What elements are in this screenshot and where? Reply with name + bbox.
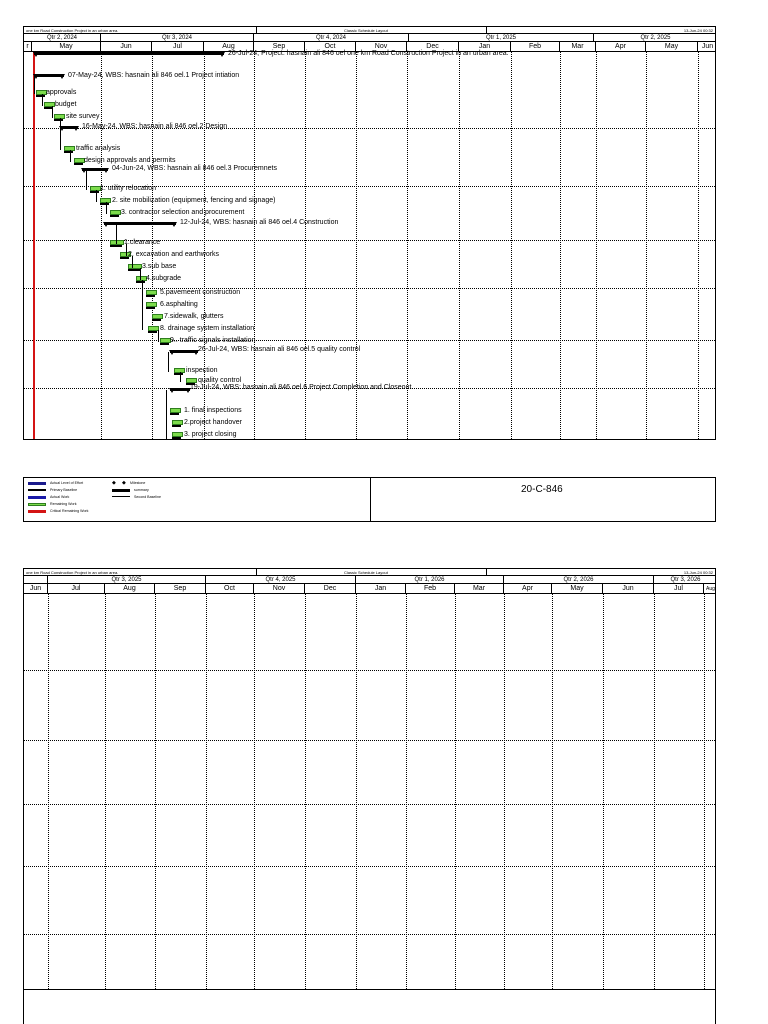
layout-name: Classic Schedule Layout — [344, 570, 388, 575]
wbs-summary-bar — [34, 74, 64, 77]
schedule-page-1 — [23, 26, 716, 522]
summary-label: 07-May-24, WBS: hasnain ali 846 oel.1 Project intiation — [68, 72, 240, 79]
wbs-summary-bar — [104, 222, 176, 225]
data-date-line — [33, 52, 35, 439]
month-cell: Jun — [24, 584, 48, 593]
summary-label: 04-Jun-24, WBS: hasnain ali 846 oel.3 Procuremnets — [112, 165, 277, 172]
month-cell: Aug — [105, 584, 155, 593]
project-summary-bar — [34, 52, 224, 55]
month-cell: Sep — [155, 584, 206, 593]
wbs-summary-bar — [170, 388, 190, 391]
task-label: inspection — [186, 367, 218, 374]
summary-label: 26-Jul-24, Project: hasnain ali 846 oel one km Road Construction Project in an urban area. — [228, 50, 509, 57]
month-cell: Mar — [455, 584, 504, 593]
task-label: approvals — [46, 89, 77, 96]
milestone-icon: ◆ — [112, 480, 116, 486]
quarter-header-row — [23, 576, 716, 584]
month-cell: Jul — [654, 584, 704, 593]
task-label: 1. utility relocation — [100, 185, 157, 192]
task-label: budget — [55, 101, 77, 108]
month-header-row — [23, 584, 716, 594]
task-label: 3. project closing — [184, 431, 237, 438]
month-cell: Apr — [504, 584, 552, 593]
summary-label: 12-Jul-24, WBS: hasnain ali 846 oel.4 Construction — [180, 219, 339, 226]
task-label: 4.subgrade — [146, 275, 182, 282]
wbs-summary-bar — [170, 350, 198, 353]
legend-box: Actual Level of Effort Primary Baseline Actual Work Remaining Work Critical Remaining Work ◆ ◆ Milestone summary Second Baseline 20-C-846 — [23, 477, 716, 522]
month-cell: Jun — [101, 42, 152, 51]
task-label: 6.asphalting — [160, 301, 198, 308]
task-label: design approvals and permits — [84, 157, 176, 164]
month-cell: Oct — [206, 584, 254, 593]
quarter-cell: Qtr 4, 2024 — [254, 34, 409, 41]
month-cell: Feb — [406, 584, 455, 593]
quarter-cell: Qtr 4, 2025 — [206, 576, 356, 583]
month-cell: Nov — [356, 42, 407, 51]
month-cell: Aug — [706, 586, 715, 592]
document-code: 20-C-846 — [521, 484, 563, 495]
task-label: 1. final inspections — [184, 407, 242, 414]
month-cell: Feb — [511, 42, 560, 51]
month-cell: Jan — [356, 584, 406, 593]
month-cell: Jun — [701, 43, 714, 50]
page-header — [23, 568, 716, 576]
month-cell: r — [24, 42, 32, 51]
schedule-page-2 — [23, 568, 716, 1024]
task-label: site survey — [66, 113, 100, 120]
task-label: quality control — [198, 377, 242, 384]
quarter-cell: Qtr 3, 2024 — [101, 34, 254, 41]
quarter-cell: Qtr 3, 2025 — [48, 576, 206, 583]
gantt-area — [23, 594, 716, 990]
quarter-cell: Qtr 1, 2026 — [356, 576, 504, 583]
month-cell: May — [552, 584, 603, 593]
print-timestamp: 13-Jun-24 00:32 — [683, 28, 713, 33]
task-label: 7.sidewalk, glutters — [164, 313, 224, 320]
page-footer — [23, 990, 716, 1024]
month-cell: Aug — [204, 42, 254, 51]
quarter-cell: Qtr 2, 2026 — [504, 576, 654, 583]
month-cell: May — [646, 42, 698, 51]
quarter-cell: Qtr 3, 2026 — [670, 577, 701, 583]
task-label: 3. contractor selection and procurement — [121, 209, 245, 216]
task-label: 2.project handover — [184, 419, 242, 426]
wbs-summary-bar — [60, 126, 78, 129]
quarter-cell — [24, 576, 48, 583]
month-cell: Jan — [459, 42, 511, 51]
task-label: 8. drainage system installation — [160, 325, 255, 332]
month-cell: Jul — [48, 584, 105, 593]
quarter-cell: Qtr 2, 2024 — [24, 34, 101, 41]
page-header — [23, 26, 716, 34]
milestone-icon: ◆ — [122, 480, 126, 486]
quarter-cell: Qtr 1, 2025 — [409, 34, 594, 41]
month-cell: Jul — [152, 42, 204, 51]
task-label: 1.clearance — [124, 239, 161, 246]
month-cell: Dec — [305, 584, 356, 593]
quarter-header-row — [23, 34, 716, 42]
month-cell: Sep — [254, 42, 305, 51]
summary-label: 26-Jul-24, WBS: hasnain ali 846 oel.5 quality control — [198, 346, 361, 353]
project-name: one km Road Construction Project in an urban area. — [26, 28, 119, 33]
month-cell: Dec — [407, 42, 459, 51]
task-label: 2. excavation and earthworks — [128, 251, 220, 258]
task-label: 3.sub base — [142, 263, 177, 270]
month-cell: May — [32, 42, 101, 51]
quarter-cell: Qtr 2, 2025 — [640, 35, 671, 41]
task-label: 9.. traffic signals installation — [170, 337, 256, 344]
month-cell: Mar — [560, 42, 596, 51]
summary-label: 16-May-24, WBS: hasnain ali 846 oel.2 Design — [82, 123, 228, 130]
month-cell: Apr — [596, 42, 646, 51]
layout-name: Classic Schedule Layout — [344, 28, 388, 33]
summary-label: 19-Jul-24, WBS: hasnain ali 846 oel.6 Project Completion and Closeout — [190, 384, 412, 391]
task-label: 2. site mobilization (equipment, fencing and signage) — [112, 197, 276, 204]
print-timestamp: 13-Jun-24 00:32 — [683, 570, 713, 575]
gantt-area — [23, 52, 716, 440]
month-cell: Oct — [305, 42, 356, 51]
project-name: one km Road Construction Project in an urban area. — [26, 570, 119, 575]
month-cell: Nov — [254, 584, 305, 593]
month-cell: Jun — [603, 584, 654, 593]
task-label: 5.pavemeent construction — [160, 289, 241, 296]
task-label: traffic analysis — [76, 145, 121, 152]
